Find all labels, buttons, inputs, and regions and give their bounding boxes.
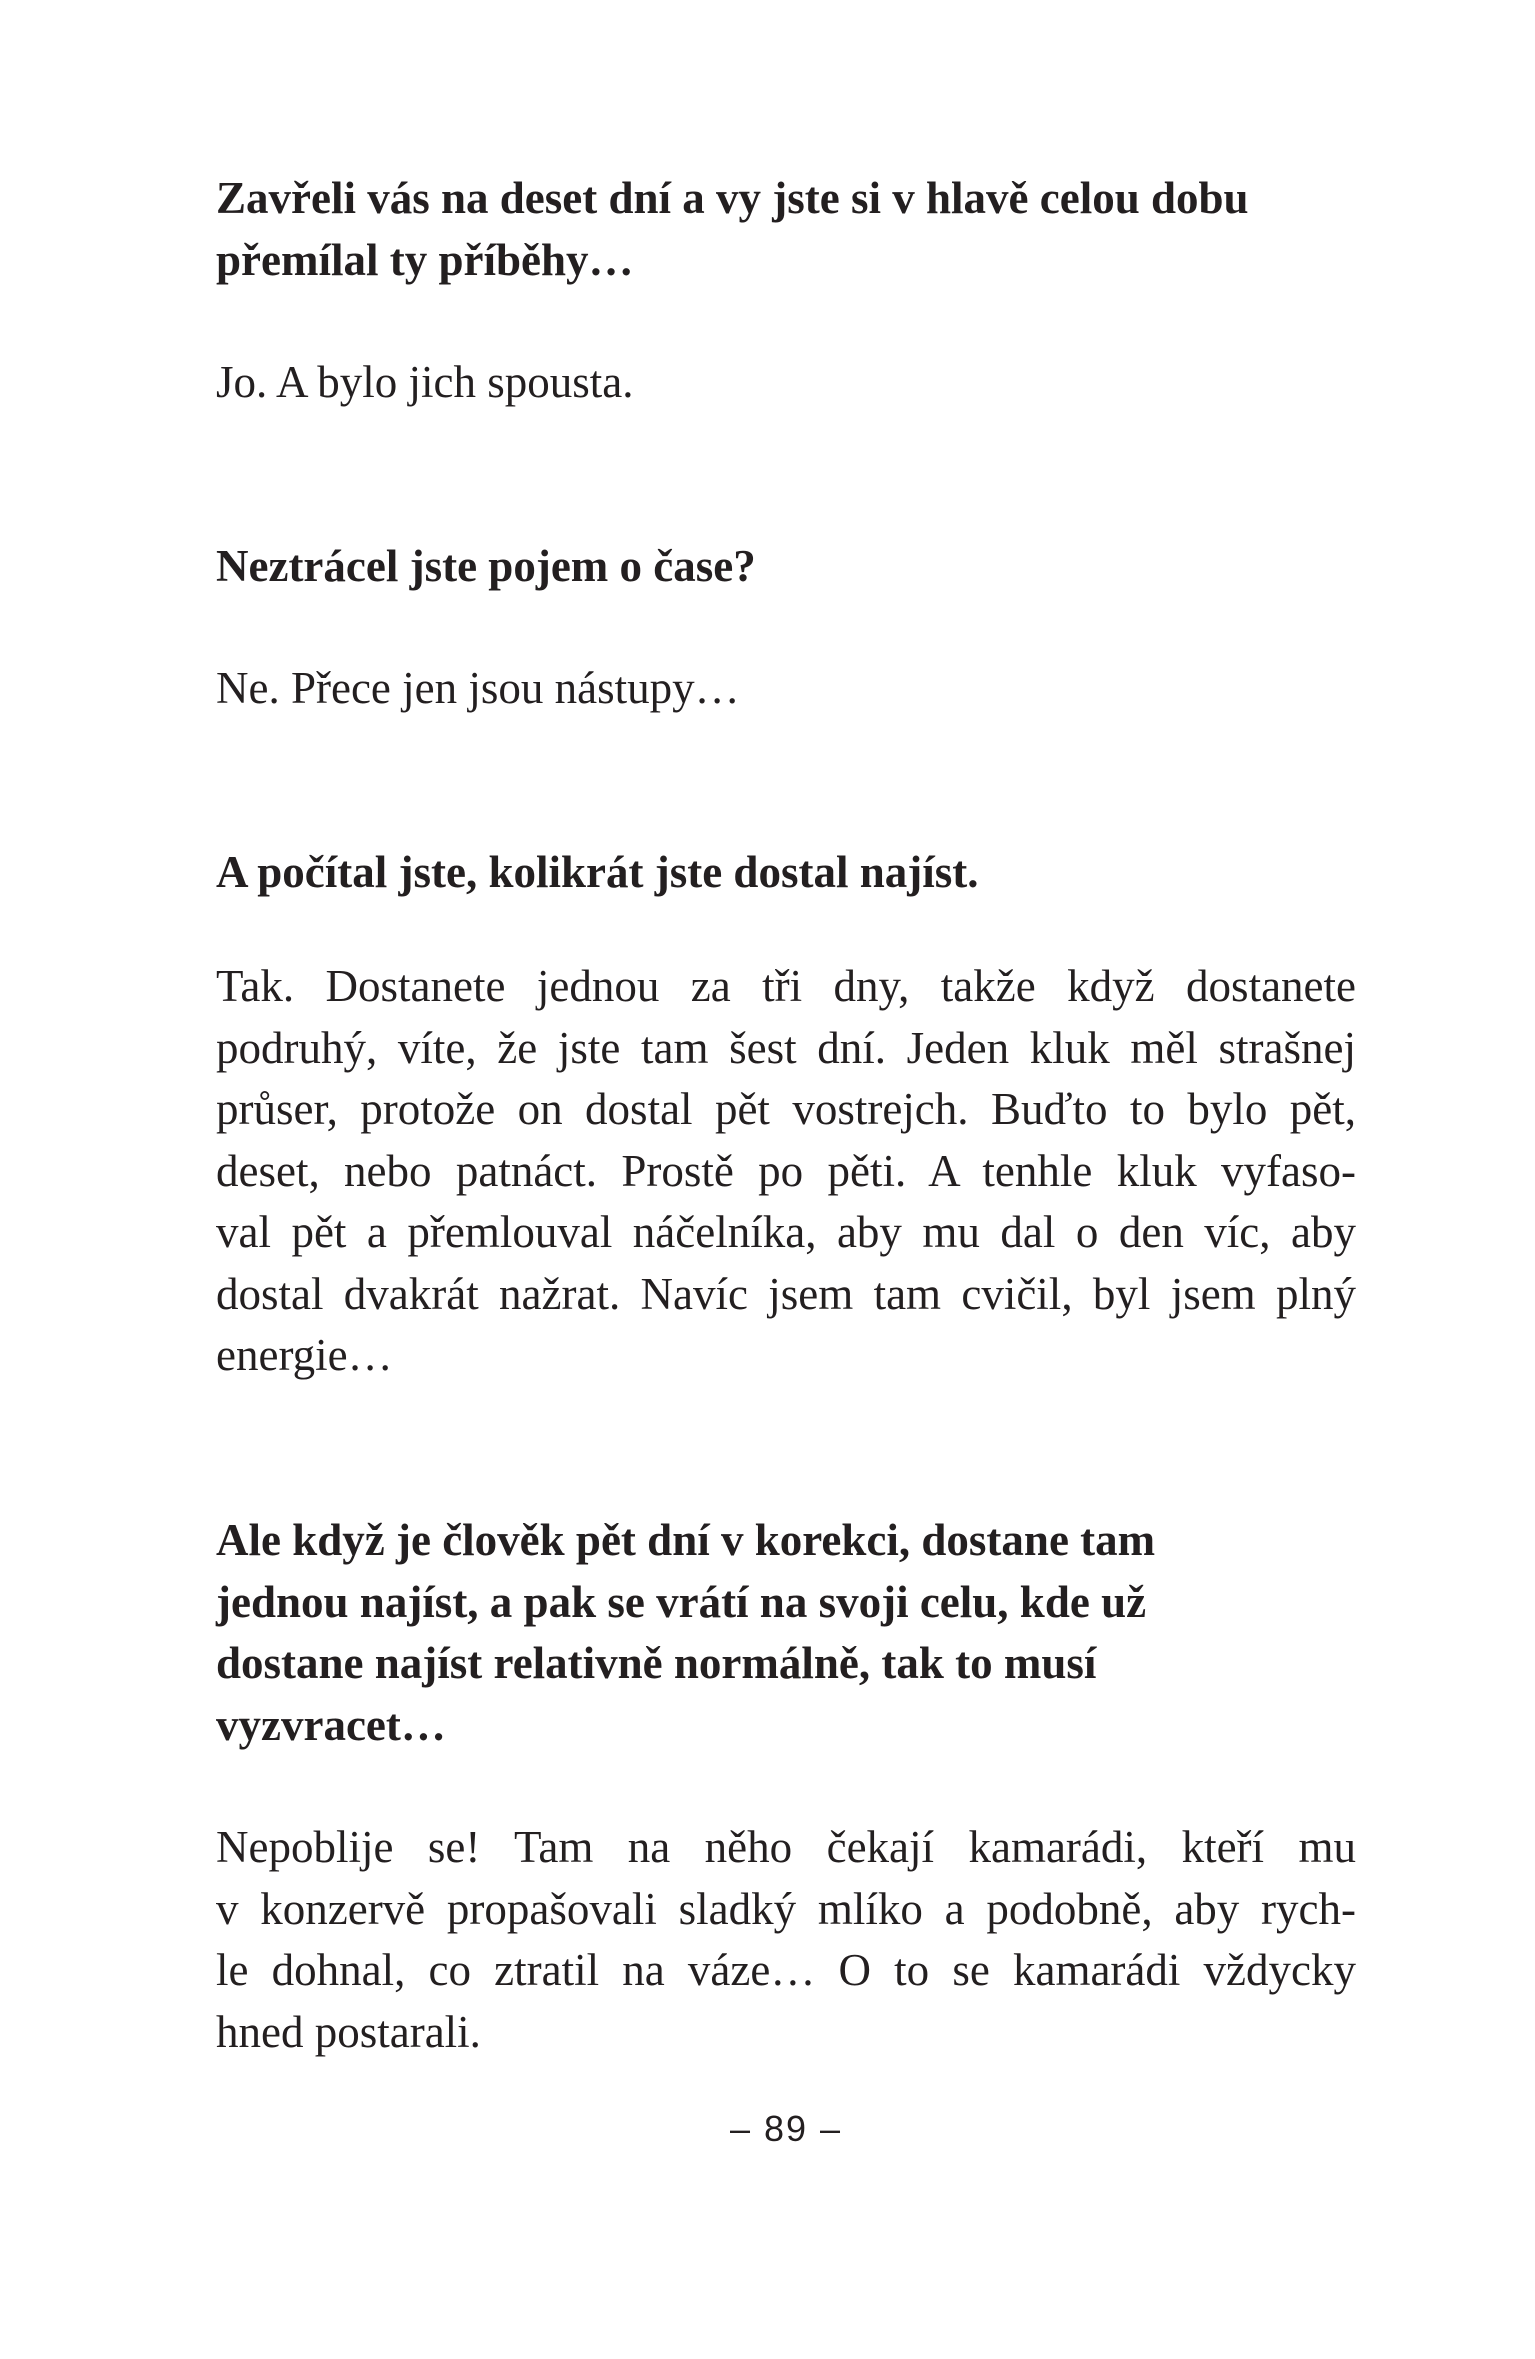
text-line: přemílal ty příběhy… [216,234,634,285]
text-line: A počítal jste, kolikrát jste dostal najíst. [216,847,979,897]
text-line: podruhý, víte, že jste tam šest dní. Jeden kluk měl strašnej [216,1022,1356,1073]
text-line: v konzervě propašovali sladký mlíko a podobně, aby rych- [216,1883,1356,1934]
text-line: jednou najíst, a pak se vrátí na svoji celu, kde už [216,1576,1147,1627]
text-line: dostane najíst relativně normálně, tak to musí [216,1638,1097,1688]
interview-answer [216,1817,1356,2063]
text-line: průser, protože on dostal pět vostrejch. Buďto to bylo pět, [216,1084,1356,1134]
text-line: Neztrácel jste pojem o čase? [216,541,756,591]
interview-question [216,1510,1356,1756]
text-line: vyzvracet… [216,1699,446,1750]
text-line: Tak. Dostanete jednou za tři dny, takže když dostanete [216,961,1356,1011]
text-line: hned postarali. [216,2006,481,2057]
interview-question [216,536,1356,598]
book-page [216,0,1356,2359]
text-line: Zavřeli vás na deset dní a vy jste si v hlavě celou dobu [216,173,1249,223]
text-line: le dohnal, co ztratil na váze… O to se kamarádi vždycky [216,1945,1356,1995]
interview-question [216,842,1356,904]
text-line: Nepoblije se! Tam na něho čekají kamarádi, kteří mu [216,1822,1356,1872]
text-line: Ne. Přece jen jsou nástupy… [216,663,740,713]
text-line: val pět a přemlouval náčelníka, aby mu dal o den víc, aby [216,1207,1356,1257]
interview-question [216,168,1356,291]
text-line: Jo. A bylo jich spousta. [216,357,634,407]
text-line: Ale když je člověk pět dní v korekci, dostane tam [216,1515,1156,1565]
interview-answer [216,956,1356,1387]
text-line: dostal dvakrát nažrat. Navíc jsem tam cvičil, byl jsem plný [216,1268,1356,1319]
interview-answer [216,352,1356,414]
text-line: energie… [216,1330,393,1380]
text-line: deset, nebo patnáct. Prostě po pěti. A tenhle kluk vyfaso- [216,1145,1356,1196]
page-number: – 89 – [729,2108,843,2149]
interview-answer [216,658,1356,720]
